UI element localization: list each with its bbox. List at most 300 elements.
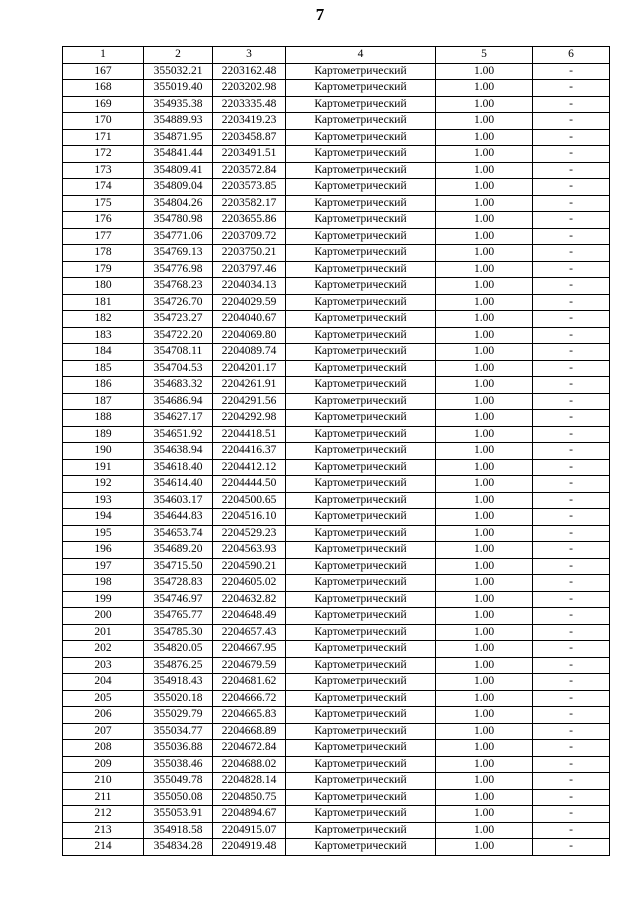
point-number-cell: 201 bbox=[63, 624, 144, 641]
method-cell: Картометрический bbox=[286, 410, 436, 427]
accuracy-cell: 1.00 bbox=[436, 393, 533, 410]
method-cell: Картометрический bbox=[286, 707, 436, 724]
point-number-cell: 198 bbox=[63, 575, 144, 592]
table-row bbox=[63, 212, 610, 229]
point-number-cell: 188 bbox=[63, 410, 144, 427]
accuracy-cell: 1.00 bbox=[436, 509, 533, 526]
note-cell: - bbox=[533, 393, 610, 410]
y-coordinate-cell: 2203202.98 bbox=[213, 80, 286, 97]
x-coordinate-cell: 354765.77 bbox=[144, 608, 213, 625]
x-coordinate-cell: 355034.77 bbox=[144, 723, 213, 740]
x-coordinate-cell: 354723.27 bbox=[144, 311, 213, 328]
accuracy-cell: 1.00 bbox=[436, 459, 533, 476]
note-cell: - bbox=[533, 575, 610, 592]
table-row bbox=[63, 393, 610, 410]
method-cell: Картометрический bbox=[286, 113, 436, 130]
x-coordinate-cell: 354809.41 bbox=[144, 162, 213, 179]
point-number-cell: 207 bbox=[63, 723, 144, 740]
x-coordinate-cell: 354689.20 bbox=[144, 542, 213, 559]
note-cell: - bbox=[533, 113, 610, 130]
accuracy-cell: 1.00 bbox=[436, 113, 533, 130]
point-number-cell: 194 bbox=[63, 509, 144, 526]
point-number-cell: 206 bbox=[63, 707, 144, 724]
y-coordinate-cell: 2204668.89 bbox=[213, 723, 286, 740]
table-row bbox=[63, 591, 610, 608]
method-cell: Картометрический bbox=[286, 278, 436, 295]
accuracy-cell: 1.00 bbox=[436, 179, 533, 196]
x-coordinate-cell: 354653.74 bbox=[144, 525, 213, 542]
note-cell: - bbox=[533, 839, 610, 856]
point-number-cell: 176 bbox=[63, 212, 144, 229]
point-number-cell: 173 bbox=[63, 162, 144, 179]
y-coordinate-cell: 2203750.21 bbox=[213, 245, 286, 262]
y-coordinate-cell: 2204894.67 bbox=[213, 806, 286, 823]
note-cell: - bbox=[533, 657, 610, 674]
method-cell: Картометрический bbox=[286, 657, 436, 674]
accuracy-cell: 1.00 bbox=[436, 245, 533, 262]
column-header: 6 bbox=[533, 47, 610, 64]
method-cell: Картометрический bbox=[286, 839, 436, 856]
x-coordinate-cell: 355019.40 bbox=[144, 80, 213, 97]
x-coordinate-cell: 354627.17 bbox=[144, 410, 213, 427]
method-cell: Картометрический bbox=[286, 740, 436, 757]
x-coordinate-cell: 354785.30 bbox=[144, 624, 213, 641]
method-cell: Картометрический bbox=[286, 162, 436, 179]
y-coordinate-cell: 2204657.43 bbox=[213, 624, 286, 641]
table-row bbox=[63, 113, 610, 130]
method-cell: Картометрический bbox=[286, 195, 436, 212]
method-cell: Картометрический bbox=[286, 80, 436, 97]
accuracy-cell: 1.00 bbox=[436, 426, 533, 443]
point-number-cell: 167 bbox=[63, 63, 144, 80]
point-number-cell: 177 bbox=[63, 228, 144, 245]
accuracy-cell: 1.00 bbox=[436, 377, 533, 394]
table-row bbox=[63, 459, 610, 476]
y-coordinate-cell: 2204688.02 bbox=[213, 756, 286, 773]
y-coordinate-cell: 2204089.74 bbox=[213, 344, 286, 361]
y-coordinate-cell: 2204850.75 bbox=[213, 789, 286, 806]
y-coordinate-cell: 2204915.07 bbox=[213, 822, 286, 839]
method-cell: Картометрический bbox=[286, 327, 436, 344]
y-coordinate-cell: 2203582.17 bbox=[213, 195, 286, 212]
point-number-cell: 193 bbox=[63, 492, 144, 509]
y-coordinate-cell: 2204516.10 bbox=[213, 509, 286, 526]
note-cell: - bbox=[533, 624, 610, 641]
y-coordinate-cell: 2204666.72 bbox=[213, 690, 286, 707]
accuracy-cell: 1.00 bbox=[436, 674, 533, 691]
x-coordinate-cell: 355032.21 bbox=[144, 63, 213, 80]
table-row bbox=[63, 377, 610, 394]
method-cell: Картометрический bbox=[286, 228, 436, 245]
x-coordinate-cell: 354704.53 bbox=[144, 360, 213, 377]
table-row bbox=[63, 789, 610, 806]
method-cell: Картометрический bbox=[286, 509, 436, 526]
table-row bbox=[63, 476, 610, 493]
point-number-cell: 170 bbox=[63, 113, 144, 130]
point-number-cell: 189 bbox=[63, 426, 144, 443]
y-coordinate-cell: 2204563.93 bbox=[213, 542, 286, 559]
y-coordinate-cell: 2204672.84 bbox=[213, 740, 286, 757]
note-cell: - bbox=[533, 162, 610, 179]
method-cell: Картометрический bbox=[286, 311, 436, 328]
accuracy-cell: 1.00 bbox=[436, 575, 533, 592]
y-coordinate-cell: 2204500.65 bbox=[213, 492, 286, 509]
method-cell: Картометрический bbox=[286, 459, 436, 476]
accuracy-cell: 1.00 bbox=[436, 360, 533, 377]
accuracy-cell: 1.00 bbox=[436, 542, 533, 559]
note-cell: - bbox=[533, 773, 610, 790]
y-coordinate-cell: 2204040.67 bbox=[213, 311, 286, 328]
x-coordinate-cell: 354804.26 bbox=[144, 195, 213, 212]
method-cell: Картометрический bbox=[286, 476, 436, 493]
method-cell: Картометрический bbox=[286, 261, 436, 278]
table-row bbox=[63, 80, 610, 97]
method-cell: Картометрический bbox=[286, 525, 436, 542]
table-row bbox=[63, 63, 610, 80]
point-number-cell: 174 bbox=[63, 179, 144, 196]
x-coordinate-cell: 354918.58 bbox=[144, 822, 213, 839]
y-coordinate-cell: 2204029.59 bbox=[213, 294, 286, 311]
method-cell: Картометрический bbox=[286, 212, 436, 229]
note-cell: - bbox=[533, 129, 610, 146]
table-row bbox=[63, 311, 610, 328]
x-coordinate-cell: 354715.50 bbox=[144, 558, 213, 575]
accuracy-cell: 1.00 bbox=[436, 476, 533, 493]
method-cell: Картометрический bbox=[286, 492, 436, 509]
point-number-cell: 169 bbox=[63, 96, 144, 113]
accuracy-cell: 1.00 bbox=[436, 657, 533, 674]
x-coordinate-cell: 354871.95 bbox=[144, 129, 213, 146]
method-cell: Картометрический bbox=[286, 393, 436, 410]
table-row bbox=[63, 443, 610, 460]
point-number-cell: 214 bbox=[63, 839, 144, 856]
x-coordinate-cell: 354769.13 bbox=[144, 245, 213, 262]
accuracy-cell: 1.00 bbox=[436, 63, 533, 80]
table-row bbox=[63, 839, 610, 856]
table-row bbox=[63, 426, 610, 443]
table-row bbox=[63, 674, 610, 691]
method-cell: Картометрический bbox=[286, 723, 436, 740]
point-number-cell: 203 bbox=[63, 657, 144, 674]
y-coordinate-cell: 2204828.14 bbox=[213, 773, 286, 790]
method-cell: Картометрический bbox=[286, 591, 436, 608]
method-cell: Картометрический bbox=[286, 344, 436, 361]
accuracy-cell: 1.00 bbox=[436, 591, 533, 608]
x-coordinate-cell: 355049.78 bbox=[144, 773, 213, 790]
accuracy-cell: 1.00 bbox=[436, 278, 533, 295]
x-coordinate-cell: 354776.98 bbox=[144, 261, 213, 278]
accuracy-cell: 1.00 bbox=[436, 195, 533, 212]
x-coordinate-cell: 354809.04 bbox=[144, 179, 213, 196]
point-number-cell: 186 bbox=[63, 377, 144, 394]
method-cell: Картометрический bbox=[286, 690, 436, 707]
table-body bbox=[63, 63, 610, 855]
note-cell: - bbox=[533, 591, 610, 608]
accuracy-cell: 1.00 bbox=[436, 773, 533, 790]
note-cell: - bbox=[533, 723, 610, 740]
table-row bbox=[63, 690, 610, 707]
note-cell: - bbox=[533, 542, 610, 559]
point-number-cell: 204 bbox=[63, 674, 144, 691]
y-coordinate-cell: 2204416.37 bbox=[213, 443, 286, 460]
method-cell: Картометрический bbox=[286, 443, 436, 460]
x-coordinate-cell: 355050.08 bbox=[144, 789, 213, 806]
table-row bbox=[63, 278, 610, 295]
y-coordinate-cell: 2204201.17 bbox=[213, 360, 286, 377]
accuracy-cell: 1.00 bbox=[436, 723, 533, 740]
table-row bbox=[63, 179, 610, 196]
x-coordinate-cell: 354614.40 bbox=[144, 476, 213, 493]
table-row bbox=[63, 129, 610, 146]
note-cell: - bbox=[533, 179, 610, 196]
accuracy-cell: 1.00 bbox=[436, 492, 533, 509]
method-cell: Картометрический bbox=[286, 624, 436, 641]
y-coordinate-cell: 2204261.91 bbox=[213, 377, 286, 394]
x-coordinate-cell: 354683.32 bbox=[144, 377, 213, 394]
table-row bbox=[63, 740, 610, 757]
note-cell: - bbox=[533, 806, 610, 823]
y-coordinate-cell: 2204648.49 bbox=[213, 608, 286, 625]
page-number: 7 bbox=[315, 5, 325, 24]
x-coordinate-cell: 354768.23 bbox=[144, 278, 213, 295]
point-number-cell: 211 bbox=[63, 789, 144, 806]
y-coordinate-cell: 2203655.86 bbox=[213, 212, 286, 229]
table-row bbox=[63, 822, 610, 839]
accuracy-cell: 1.00 bbox=[436, 756, 533, 773]
note-cell: - bbox=[533, 195, 610, 212]
point-number-cell: 168 bbox=[63, 80, 144, 97]
x-coordinate-cell: 354771.06 bbox=[144, 228, 213, 245]
x-coordinate-cell: 354780.98 bbox=[144, 212, 213, 229]
accuracy-cell: 1.00 bbox=[436, 839, 533, 856]
y-coordinate-cell: 2204919.48 bbox=[213, 839, 286, 856]
method-cell: Картометрический bbox=[286, 63, 436, 80]
point-number-cell: 195 bbox=[63, 525, 144, 542]
note-cell: - bbox=[533, 311, 610, 328]
table-row bbox=[63, 773, 610, 790]
x-coordinate-cell: 354834.28 bbox=[144, 839, 213, 856]
table-row bbox=[63, 525, 610, 542]
accuracy-cell: 1.00 bbox=[436, 624, 533, 641]
accuracy-cell: 1.00 bbox=[436, 228, 533, 245]
note-cell: - bbox=[533, 278, 610, 295]
y-coordinate-cell: 2204529.23 bbox=[213, 525, 286, 542]
note-cell: - bbox=[533, 740, 610, 757]
point-number-cell: 178 bbox=[63, 245, 144, 262]
column-header: 5 bbox=[436, 47, 533, 64]
note-cell: - bbox=[533, 707, 610, 724]
table-row bbox=[63, 756, 610, 773]
accuracy-cell: 1.00 bbox=[436, 146, 533, 163]
table-row bbox=[63, 245, 610, 262]
table-row bbox=[63, 723, 610, 740]
accuracy-cell: 1.00 bbox=[436, 410, 533, 427]
point-number-cell: 180 bbox=[63, 278, 144, 295]
point-number-cell: 183 bbox=[63, 327, 144, 344]
accuracy-cell: 1.00 bbox=[436, 690, 533, 707]
accuracy-cell: 1.00 bbox=[436, 806, 533, 823]
x-coordinate-cell: 354651.92 bbox=[144, 426, 213, 443]
point-number-cell: 199 bbox=[63, 591, 144, 608]
accuracy-cell: 1.00 bbox=[436, 294, 533, 311]
table-row bbox=[63, 542, 610, 559]
table-row bbox=[63, 608, 610, 625]
x-coordinate-cell: 354918.43 bbox=[144, 674, 213, 691]
x-coordinate-cell: 354889.93 bbox=[144, 113, 213, 130]
y-coordinate-cell: 2204667.95 bbox=[213, 641, 286, 658]
note-cell: - bbox=[533, 63, 610, 80]
method-cell: Картометрический bbox=[286, 608, 436, 625]
x-coordinate-cell: 354708.11 bbox=[144, 344, 213, 361]
table-row bbox=[63, 228, 610, 245]
y-coordinate-cell: 2204679.59 bbox=[213, 657, 286, 674]
table-row bbox=[63, 344, 610, 361]
x-coordinate-cell: 354618.40 bbox=[144, 459, 213, 476]
accuracy-cell: 1.00 bbox=[436, 558, 533, 575]
accuracy-cell: 1.00 bbox=[436, 641, 533, 658]
table-row bbox=[63, 707, 610, 724]
y-coordinate-cell: 2204590.21 bbox=[213, 558, 286, 575]
point-number-cell: 172 bbox=[63, 146, 144, 163]
y-coordinate-cell: 2204444.50 bbox=[213, 476, 286, 493]
accuracy-cell: 1.00 bbox=[436, 707, 533, 724]
x-coordinate-cell: 355038.46 bbox=[144, 756, 213, 773]
accuracy-cell: 1.00 bbox=[436, 327, 533, 344]
method-cell: Картометрический bbox=[286, 245, 436, 262]
method-cell: Картометрический bbox=[286, 129, 436, 146]
accuracy-cell: 1.00 bbox=[436, 525, 533, 542]
x-coordinate-cell: 354820.05 bbox=[144, 641, 213, 658]
method-cell: Картометрический bbox=[286, 641, 436, 658]
note-cell: - bbox=[533, 80, 610, 97]
point-number-cell: 182 bbox=[63, 311, 144, 328]
column-header: 3 bbox=[213, 47, 286, 64]
y-coordinate-cell: 2204665.83 bbox=[213, 707, 286, 724]
table-header-row bbox=[63, 47, 610, 64]
note-cell: - bbox=[533, 410, 610, 427]
y-coordinate-cell: 2203162.48 bbox=[213, 63, 286, 80]
accuracy-cell: 1.00 bbox=[436, 789, 533, 806]
method-cell: Картометрический bbox=[286, 822, 436, 839]
table-row bbox=[63, 509, 610, 526]
y-coordinate-cell: 2203573.85 bbox=[213, 179, 286, 196]
note-cell: - bbox=[533, 822, 610, 839]
point-number-cell: 200 bbox=[63, 608, 144, 625]
table-row bbox=[63, 575, 610, 592]
table-row bbox=[63, 657, 610, 674]
y-coordinate-cell: 2204632.82 bbox=[213, 591, 286, 608]
accuracy-cell: 1.00 bbox=[436, 740, 533, 757]
note-cell: - bbox=[533, 789, 610, 806]
x-coordinate-cell: 354603.17 bbox=[144, 492, 213, 509]
note-cell: - bbox=[533, 476, 610, 493]
accuracy-cell: 1.00 bbox=[436, 212, 533, 229]
x-coordinate-cell: 355020.18 bbox=[144, 690, 213, 707]
method-cell: Картометрический bbox=[286, 426, 436, 443]
point-number-cell: 209 bbox=[63, 756, 144, 773]
y-coordinate-cell: 2203491.51 bbox=[213, 146, 286, 163]
point-number-cell: 205 bbox=[63, 690, 144, 707]
method-cell: Картометрический bbox=[286, 146, 436, 163]
point-number-cell: 185 bbox=[63, 360, 144, 377]
point-number-cell: 184 bbox=[63, 344, 144, 361]
point-number-cell: 196 bbox=[63, 542, 144, 559]
x-coordinate-cell: 355053.91 bbox=[144, 806, 213, 823]
note-cell: - bbox=[533, 443, 610, 460]
y-coordinate-cell: 2204681.62 bbox=[213, 674, 286, 691]
point-number-cell: 192 bbox=[63, 476, 144, 493]
note-cell: - bbox=[533, 360, 610, 377]
column-header: 2 bbox=[144, 47, 213, 64]
x-coordinate-cell: 355029.79 bbox=[144, 707, 213, 724]
note-cell: - bbox=[533, 245, 610, 262]
note-cell: - bbox=[533, 525, 610, 542]
column-header: 4 bbox=[286, 47, 436, 64]
method-cell: Картометрический bbox=[286, 674, 436, 691]
table-row bbox=[63, 641, 610, 658]
x-coordinate-cell: 354746.97 bbox=[144, 591, 213, 608]
note-cell: - bbox=[533, 261, 610, 278]
note-cell: - bbox=[533, 558, 610, 575]
note-cell: - bbox=[533, 426, 610, 443]
y-coordinate-cell: 2203797.46 bbox=[213, 261, 286, 278]
y-coordinate-cell: 2203458.87 bbox=[213, 129, 286, 146]
accuracy-cell: 1.00 bbox=[436, 443, 533, 460]
point-number-cell: 181 bbox=[63, 294, 144, 311]
method-cell: Картометрический bbox=[286, 377, 436, 394]
point-number-cell: 187 bbox=[63, 393, 144, 410]
point-number-cell: 212 bbox=[63, 806, 144, 823]
table-row bbox=[63, 294, 610, 311]
note-cell: - bbox=[533, 327, 610, 344]
y-coordinate-cell: 2203709.72 bbox=[213, 228, 286, 245]
x-coordinate-cell: 355036.88 bbox=[144, 740, 213, 757]
note-cell: - bbox=[533, 377, 610, 394]
method-cell: Картометрический bbox=[286, 96, 436, 113]
table-row bbox=[63, 327, 610, 344]
y-coordinate-cell: 2204292.98 bbox=[213, 410, 286, 427]
table-row bbox=[63, 146, 610, 163]
table-row bbox=[63, 360, 610, 377]
note-cell: - bbox=[533, 96, 610, 113]
y-coordinate-cell: 2204291.56 bbox=[213, 393, 286, 410]
x-coordinate-cell: 354728.83 bbox=[144, 575, 213, 592]
x-coordinate-cell: 354644.83 bbox=[144, 509, 213, 526]
table-row bbox=[63, 96, 610, 113]
note-cell: - bbox=[533, 294, 610, 311]
y-coordinate-cell: 2204069.80 bbox=[213, 327, 286, 344]
note-cell: - bbox=[533, 674, 610, 691]
coordinates-table bbox=[62, 46, 610, 856]
y-coordinate-cell: 2204412.12 bbox=[213, 459, 286, 476]
method-cell: Картометрический bbox=[286, 360, 436, 377]
note-cell: - bbox=[533, 492, 610, 509]
y-coordinate-cell: 2204605.02 bbox=[213, 575, 286, 592]
accuracy-cell: 1.00 bbox=[436, 162, 533, 179]
accuracy-cell: 1.00 bbox=[436, 129, 533, 146]
point-number-cell: 179 bbox=[63, 261, 144, 278]
x-coordinate-cell: 354876.25 bbox=[144, 657, 213, 674]
method-cell: Картометрический bbox=[286, 756, 436, 773]
point-number-cell: 213 bbox=[63, 822, 144, 839]
table-row bbox=[63, 261, 610, 278]
point-number-cell: 175 bbox=[63, 195, 144, 212]
y-coordinate-cell: 2203572.84 bbox=[213, 162, 286, 179]
y-coordinate-cell: 2204034.13 bbox=[213, 278, 286, 295]
accuracy-cell: 1.00 bbox=[436, 608, 533, 625]
y-coordinate-cell: 2204418.51 bbox=[213, 426, 286, 443]
point-number-cell: 191 bbox=[63, 459, 144, 476]
